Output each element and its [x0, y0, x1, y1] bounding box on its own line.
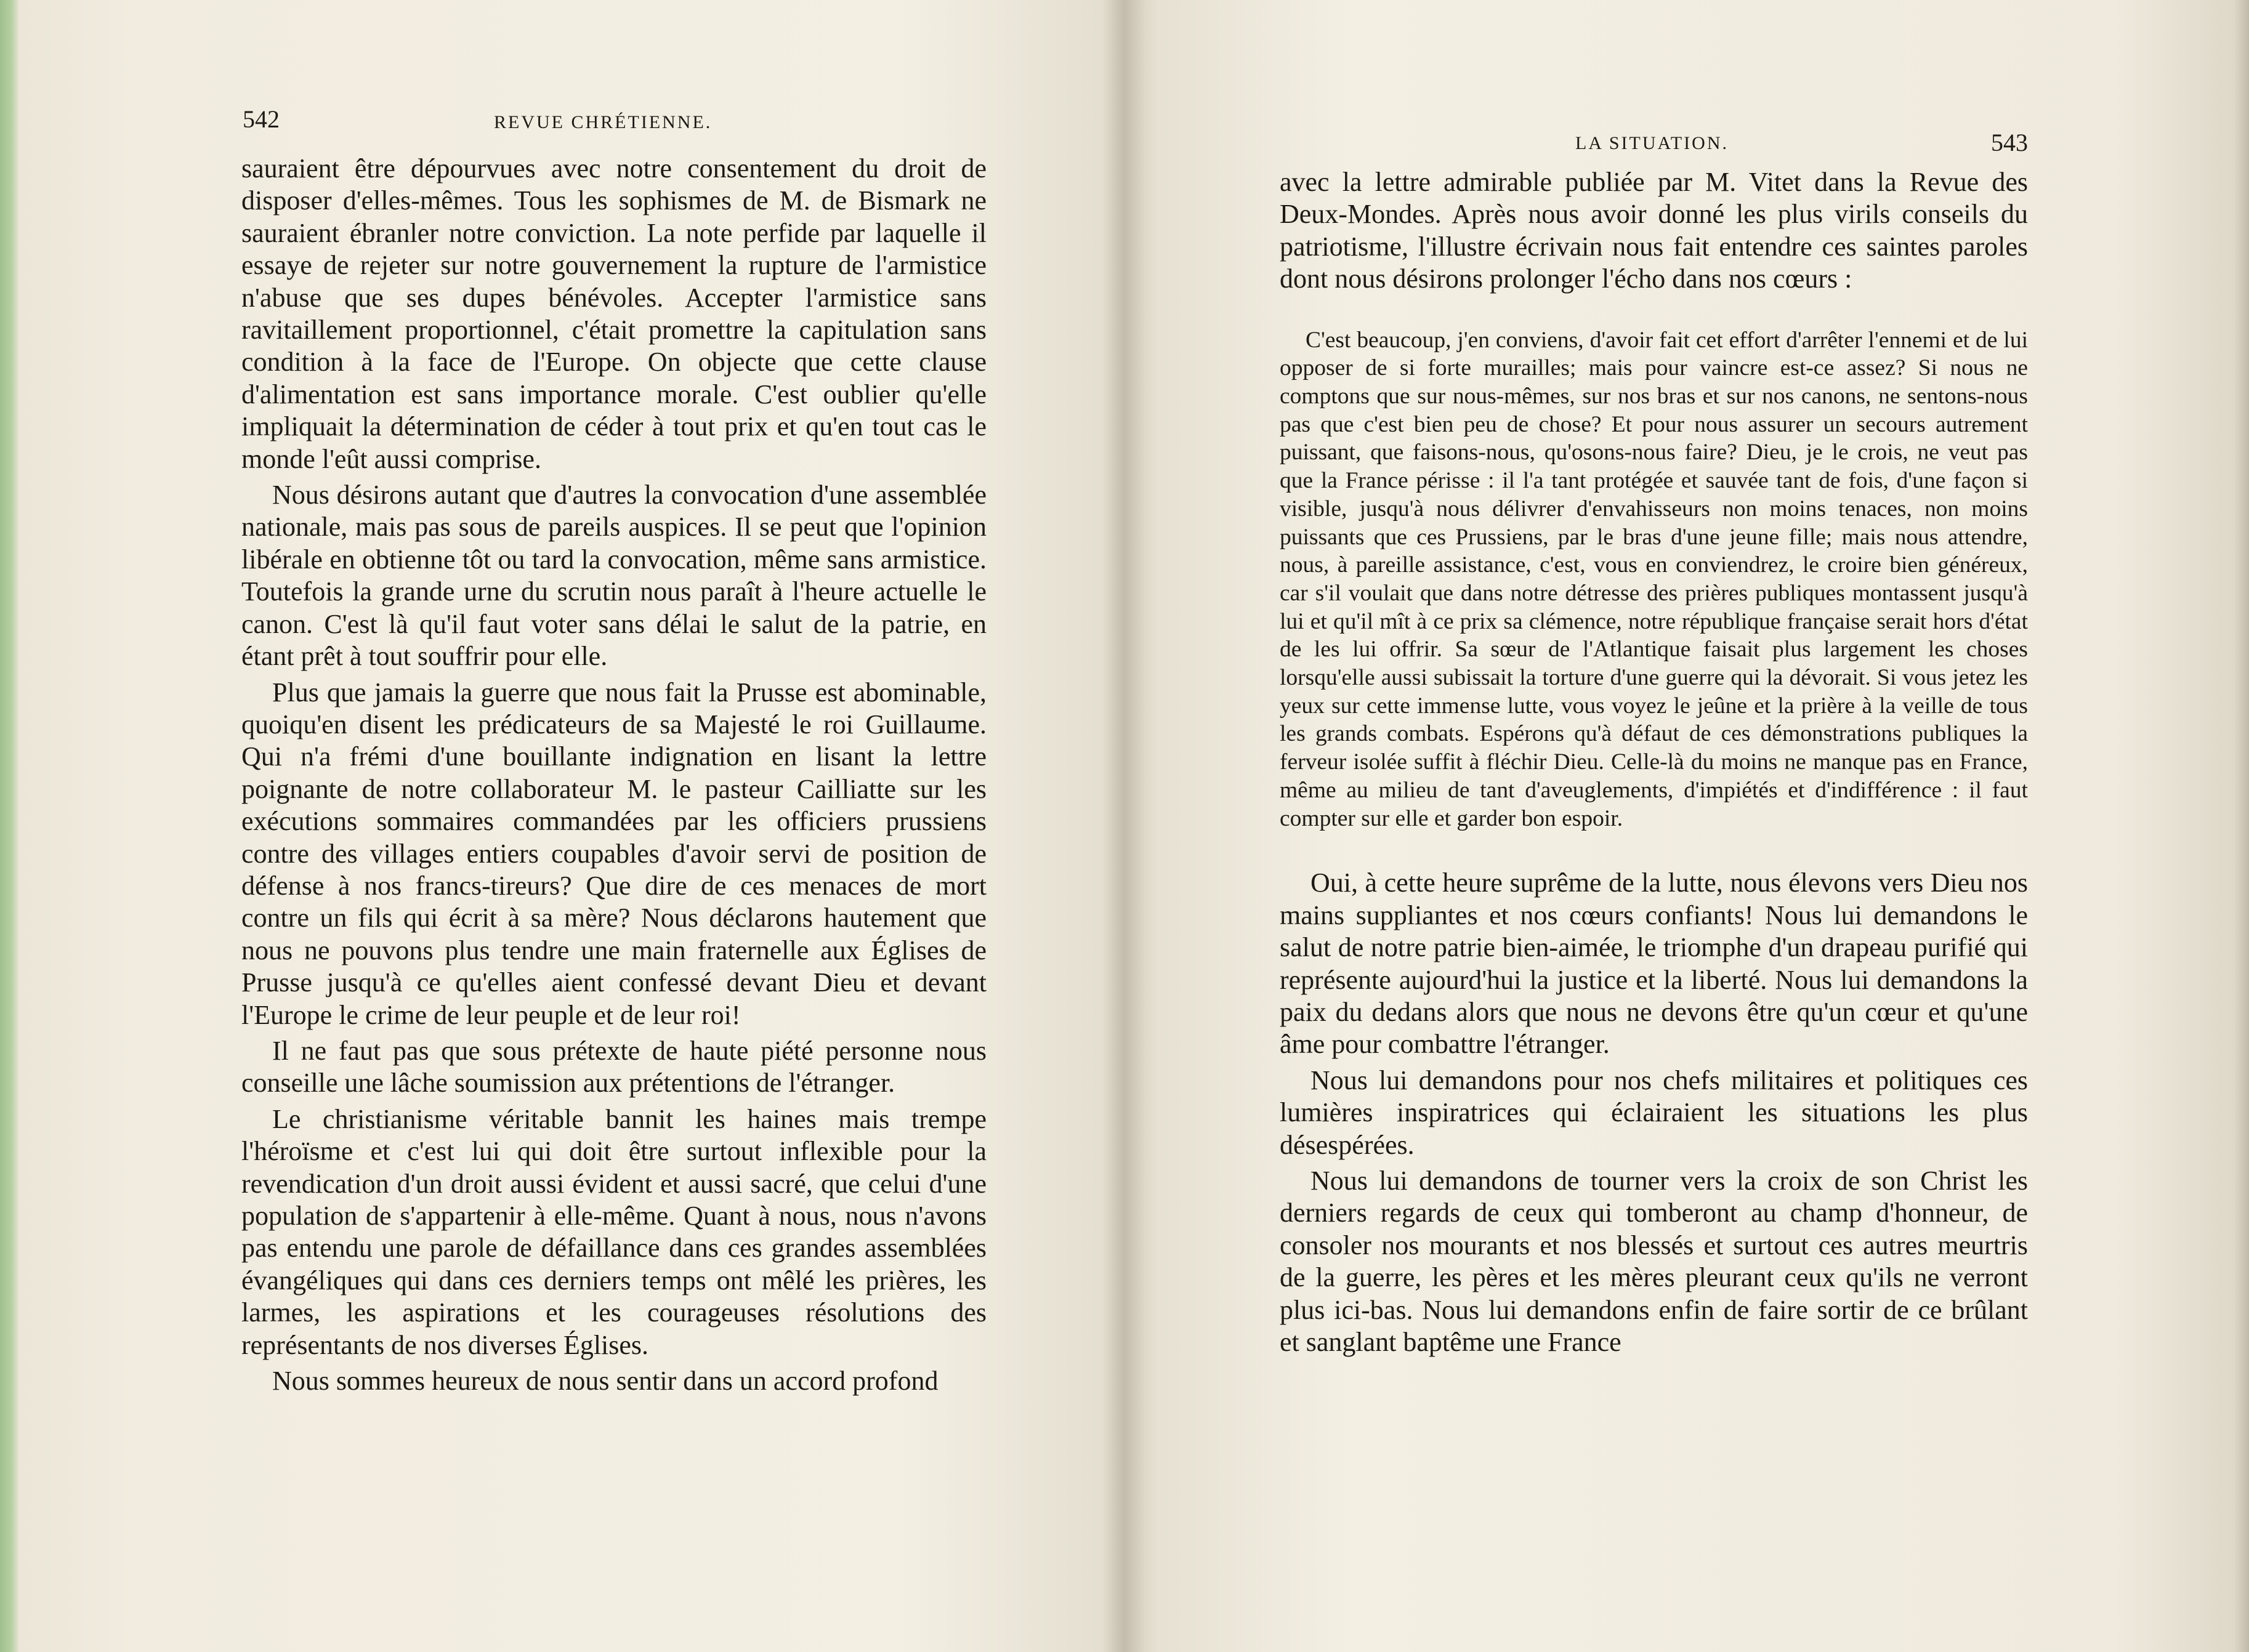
intro-paragraph: avec la lettre admirable publiée par M. Vitet dans la Revue des Deux-Mondes. Après nous avoir donné les plus virils conseils du patriotisme, l'illustre écrivain nous fait entendre ces saintes paroles dont nous désirons prolonger l'écho dans nos cœurs : — [1280, 167, 2028, 294]
book-gutter — [1102, 0, 1145, 1652]
paragraph: Nous lui demandons pour nos chefs militaires et politiques ces lumières inspiratrices qui éclairaient les situations les plus désespérées. — [1280, 1065, 2028, 1160]
paragraph: Nous sommes heureux de nous sentir dans un accord profond — [272, 1366, 939, 1396]
block-quote: C'est beaucoup, j'en conviens, d'avoir fait cet effort d'arrêter l'ennemi et de lui opposer de si forte murailles; mais pour vaincre est-ce assez? Si nous ne comptons que sur nous-mêmes, sur nos bras et sur nos canons, ne sentons-nous pas que c'est bien peu de chose? Et pour nous assurer un secours autrement puissant, que faisons-nous, qu'osons-nous faire? Dieu, je le crois, ne veut pas que la France périsse : il l'a tant protégée et sauvée tant de fois, d'une façon si visible, jusqu'à nous délivrer d'envahisseurs non moins tenaces, non moins puissants que ces Prussiens, par le bras d'une jeune fille; mais nous attendre, nous, à pareille assistance, c'est, vous en conviendrez, le croire bien généreux, car s'il voulait que dans notre détresse des prières publiques montassent jusqu'à lui et qu'il mît à ce prix sa clémence, notre république française serait hors d'état de les lui offrir. Sa sœur de l'Atlantique faisait plus largement les choses lorsqu'elle aussi subissait la torture d'une guerre qui la dévorait. Si vous jetez les yeux sur cette immense lutte, vous voyez le jeûne et la prière à la veille de tous les grands combats. Espérons qu'à défaut de ces démonstrations publiques la ferveur isolée suffit à fléchir Dieu. Celle-là du moins ne manque pas en France, même au milieu de tant d'aveuglements, d'impiétés et d'indifférence : il faut compter sur elle et garder bon espoir. — [1280, 327, 2028, 831]
page-edge-shadow — [2234, 0, 2249, 1652]
paragraph: Plus que jamais la guerre que nous fait la Prusse est abominable, quoiqu'en disent les prédicateurs de sa Majesté le roi Guillaume. Qui n'a frémi d'une bouillante indignation en lisant la lettre poignante de notre collaborateur M. le pasteur Cailliatte sur les exécutions sommaires commandées par les officiers prussiens contre des villages entiers coupables d'avoir servi de position de défense à nos francs-tireurs? Que dire de ces menaces de mort contre un fils qui écrit à sa mère? Nous déclarons hautement que nous ne pouvons plus tendre une main fraternelle aux Églises de Prusse jusqu'à ce qu'elles aient confessé devant Dieu et devant l'Europe le crime de leur peuple et de leur roi! — [241, 677, 987, 1030]
running-head: LA SITUATION. — [1575, 133, 1729, 153]
paragraph: Il ne faut pas que sous prétexte de haute piété personne nous conseille une lâche soumission aux prétentions de l'étranger. — [241, 1035, 987, 1098]
left-page — [241, 0, 987, 1652]
paragraph: sauraient être dépourvues avec notre consentement du droit de disposer d'elles-mêmes. Tous les sophismes de M. de Bismark ne sauraient ébranler notre conviction. La note perfide par laquelle il essaye de rejeter sur notre gouvernement la rupture de l'armistice n'abuse que ses dupes bénévoles. Accepter l'armistice sans ravitaillement proportionnel, c'était promettre la capitulation sans condition à la face de l'Europe. On objecte que cette clause d'alimentation est sans importance morale. C'est oublier qu'elle impliquait la détermination de céder à tout prix et qu'en tout cas le monde l'eût aussi comprise. — [241, 153, 987, 474]
paragraph: Le christianisme véritable bannit les haines mais trempe l'héroïsme et c'est lui qui doit être surtout inflexible pour la revendication d'un droit aussi évident et aussi sacré, que celui d'une population de s'appartenir à elle-même. Quant à nous, nous n'avons pas entendu une parole de défaillance dans ces grandes assemblées évangéliques qui dans ces derniers temps ont mêlé les prières, les larmes, les aspirations et les courageuses résolutions des représentants de nos diverses Églises. — [241, 1103, 987, 1360]
page-number: 543 — [1991, 129, 2028, 156]
paragraph: Oui, à cette heure suprême de la lutte, nous élevons vers Dieu nos mains suppliantes et nos cœurs confiants! Nous lui demandons le salut de notre patrie bien-aimée, le triomphe d'un drapeau purifié qui représente aujourd'hui la justice et la liberté. Nous lui demandons la paix du dedans alors que nous ne devons être qu'un cœur et qu'une âme pour combattre l'étranger. — [1280, 868, 2028, 1060]
paragraph: Nous lui demandons de tourner vers la croix de son Christ les derniers regards de ceux qui tomberont au champ d'honneur, de consoler nos mourants et nos blessés et surtout ces autres meurtris de la guerre, les pères et les mères pleurant ceux qu'ils ne verront plus ici-bas. Nous lui demandons enfin de faire sortir de ce brûlant et sanglant baptême une France — [1280, 1165, 2028, 1357]
paragraph: Nous désirons autant que d'autres la convocation d'une assemblée nationale, mais pas sous de pareils auspices. Il se peut que l'opinion libérale en obtienne tôt ou tard la convocation, même sans armistice. Toutefois la grande urne du scrutin nous paraît à l'heure actuelle le canon. C'est là qu'il faut voter sans délai le salut de la patrie, en étant prêt à tout souffrir pour elle. — [241, 480, 987, 672]
page-number: 542 — [243, 105, 280, 133]
running-head: REVUE CHRÉTIENNE. — [494, 112, 713, 132]
right-page-text — [1280, 166, 2028, 1358]
page-edge-green — [0, 0, 18, 1652]
right-page — [1280, 0, 2028, 1652]
left-page-text — [241, 153, 987, 1397]
